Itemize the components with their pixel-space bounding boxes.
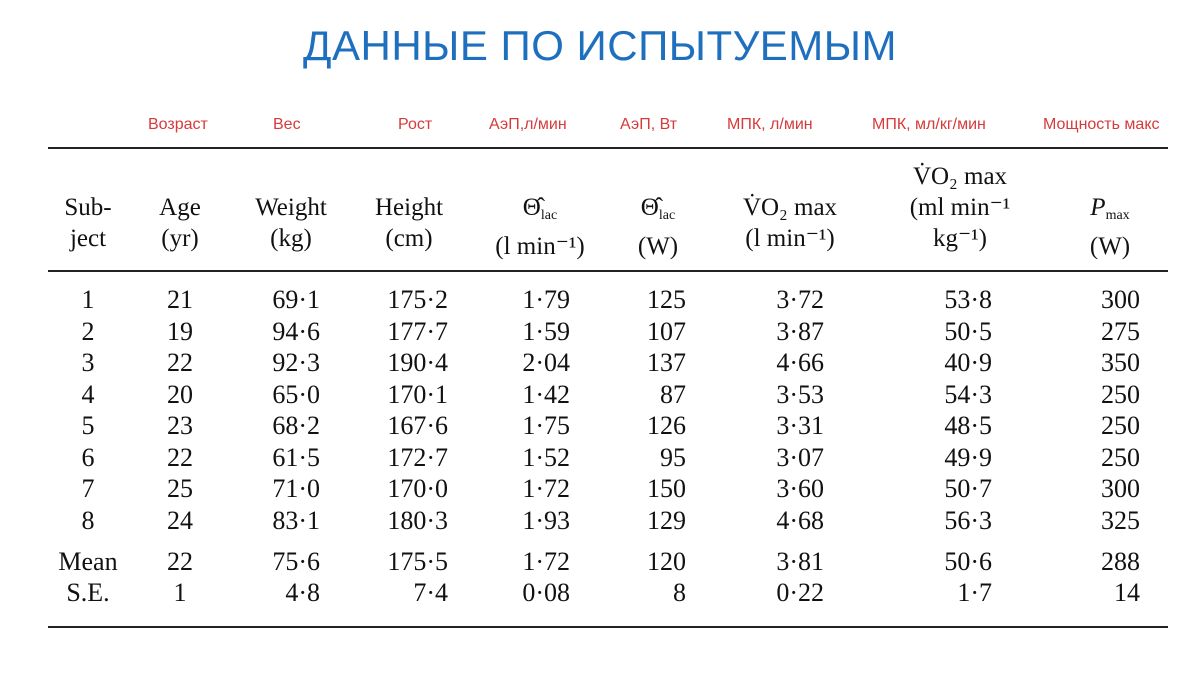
cell-height: 170·0 xyxy=(387,474,448,503)
ru-header-aep-lmin: АэП,л/мин xyxy=(489,116,567,133)
cell-height: 170·1 xyxy=(387,379,448,409)
cell-age: 22 xyxy=(167,547,193,576)
cell-theta-w: 137 xyxy=(647,348,686,377)
cell-theta-lmin: 1·72 xyxy=(522,474,570,503)
table-bottom-rule xyxy=(48,626,1168,628)
cell-theta-lmin: 2·04 xyxy=(522,348,570,377)
table-row xyxy=(0,473,1200,504)
cell-theta-lmin: 1·79 xyxy=(522,285,570,314)
cell-subject: 8 xyxy=(81,505,95,535)
cell-height: 175·5 xyxy=(387,547,448,576)
header-weight: Weight (kg) xyxy=(255,194,327,252)
ru-header-pmax: Мощность макс xyxy=(1043,116,1160,133)
cell-vo2max-mlkg: 48·5 xyxy=(944,411,992,440)
table-row xyxy=(0,410,1200,441)
cell-pmax: 300 xyxy=(1101,285,1140,314)
cell-vo2max-lmin: 3·87 xyxy=(776,316,824,346)
cell-vo2max-lmin: 3·60 xyxy=(776,474,824,503)
cell-weight: 75·6 xyxy=(272,547,320,576)
header-vo2max-mlkg: V̇O₂ max (ml min⁻¹ kg⁻¹) xyxy=(909,163,1011,252)
header-subject: Sub- ject xyxy=(64,194,112,252)
cell-subject: 1 xyxy=(81,285,95,314)
cell-theta-lmin: 1·93 xyxy=(522,505,570,535)
cell-pmax: 300 xyxy=(1101,474,1140,503)
cell-theta-w: 120 xyxy=(647,547,686,576)
cell-theta-w: 8 xyxy=(673,578,686,607)
cell-weight: 68·2 xyxy=(272,411,320,440)
table-row xyxy=(0,442,1200,473)
cell-height: 175·2 xyxy=(387,285,448,314)
cell-vo2max-lmin: 3·07 xyxy=(776,442,824,472)
cell-theta-lmin: 1·72 xyxy=(522,547,570,576)
cell-vo2max-mlkg: 50·5 xyxy=(944,316,992,346)
cell-theta-lmin: 1·52 xyxy=(522,442,570,472)
cell-pmax: 275 xyxy=(1101,316,1140,346)
cell-theta-w: 95 xyxy=(660,442,686,472)
cell-age: 21 xyxy=(167,285,193,314)
header-theta-w: $\Thetâ_{lac}$ (W) xyxy=(637,194,679,260)
cell-vo2max-mlkg: 50·6 xyxy=(944,547,992,576)
ru-header-age: Возраст xyxy=(148,116,208,133)
cell-age: 20 xyxy=(167,379,193,409)
cell-theta-w: 126 xyxy=(647,411,686,440)
cell-vo2max-lmin: 3·53 xyxy=(776,379,824,409)
cell-theta-lmin: 0·08 xyxy=(522,578,570,607)
cell-weight: 92·3 xyxy=(272,348,320,377)
cell-subject: S.E. xyxy=(66,578,110,607)
cell-vo2max-lmin: 3·81 xyxy=(776,547,824,576)
cell-age: 25 xyxy=(167,474,193,503)
cell-theta-w: 150 xyxy=(647,474,686,503)
header-pmax: $P_{max}$ (W) xyxy=(1089,194,1131,260)
cell-vo2max-mlkg: 40·9 xyxy=(944,348,992,377)
ru-header-aep-w: АэП, Вт xyxy=(620,116,678,133)
table-row xyxy=(0,316,1200,347)
cell-subject: Mean xyxy=(58,547,118,576)
cell-vo2max-lmin: 3·31 xyxy=(776,411,824,440)
table-row xyxy=(0,347,1200,378)
table-row xyxy=(0,505,1200,536)
table-row xyxy=(0,284,1200,315)
summary-row xyxy=(0,577,1200,608)
cell-theta-w: 125 xyxy=(647,285,686,314)
cell-theta-w: 129 xyxy=(647,505,686,535)
cell-subject: 3 xyxy=(81,348,95,377)
cell-age: 19 xyxy=(167,316,193,346)
table-header-rule xyxy=(48,270,1168,272)
cell-age: 24 xyxy=(167,505,193,535)
cell-pmax: 325 xyxy=(1101,505,1140,535)
cell-theta-lmin: 1·42 xyxy=(522,379,570,409)
ru-header-vo2-lmin: МПК, л/мин xyxy=(727,116,813,133)
cell-vo2max-lmin: 4·68 xyxy=(776,505,824,535)
cell-vo2max-mlkg: 1·7 xyxy=(957,578,992,607)
cell-vo2max-mlkg: 54·3 xyxy=(944,379,992,409)
cell-vo2max-lmin: 0·22 xyxy=(776,578,824,607)
cell-subject: 5 xyxy=(81,411,95,440)
cell-subject: 7 xyxy=(81,474,95,503)
ru-header-vo2-mlkg: МПК, мл/кг/мин xyxy=(872,116,986,133)
header-height: Height (cm) xyxy=(374,194,444,252)
header-age: Age (yr) xyxy=(159,194,201,252)
cell-theta-w: 87 xyxy=(660,379,686,409)
cell-theta-w: 107 xyxy=(647,316,686,346)
cell-subject: 2 xyxy=(81,316,95,346)
table-row xyxy=(0,379,1200,410)
cell-pmax: 14 xyxy=(1114,578,1140,607)
header-theta-lmin: $\Thetâ_{lac}$ (l min⁻¹) xyxy=(495,194,585,260)
cell-vo2max-mlkg: 50·7 xyxy=(944,474,992,503)
cell-vo2max-mlkg: 53·8 xyxy=(944,285,992,314)
cell-pmax: 288 xyxy=(1101,547,1140,576)
cell-age: 22 xyxy=(167,442,193,472)
table-top-rule xyxy=(48,147,1168,149)
cell-vo2max-lmin: 3·72 xyxy=(776,285,824,314)
cell-pmax: 250 xyxy=(1101,442,1140,472)
cell-weight: 4·8 xyxy=(285,578,320,607)
cell-weight: 65·0 xyxy=(272,379,320,409)
cell-vo2max-mlkg: 56·3 xyxy=(944,505,992,535)
cell-height: 190·4 xyxy=(387,348,448,377)
cell-height: 172·7 xyxy=(387,442,448,472)
cell-weight: 61·5 xyxy=(272,442,320,472)
cell-subject: 4 xyxy=(81,379,95,409)
cell-height: 167·6 xyxy=(387,411,448,440)
header-vo2max-lmin: V̇O₂ max (l min⁻¹) xyxy=(742,194,838,252)
ru-header-height: Рост xyxy=(398,116,433,133)
cell-height: 7·4 xyxy=(413,578,448,607)
cell-weight: 69·1 xyxy=(272,285,320,314)
cell-weight: 83·1 xyxy=(272,505,320,535)
cell-vo2max-mlkg: 49·9 xyxy=(944,442,992,472)
summary-row xyxy=(0,546,1200,577)
cell-weight: 71·0 xyxy=(272,474,320,503)
ru-header-weight: Вес xyxy=(273,116,301,133)
cell-height: 177·7 xyxy=(387,316,448,346)
cell-vo2max-lmin: 4·66 xyxy=(776,348,824,377)
cell-subject: 6 xyxy=(81,442,95,472)
cell-theta-lmin: 1·75 xyxy=(522,411,570,440)
cell-age: 23 xyxy=(167,411,193,440)
cell-height: 180·3 xyxy=(387,505,448,535)
cell-weight: 94·6 xyxy=(272,316,320,346)
page-title: ДАННЫЕ ПО ИСПЫТУЕМЫМ xyxy=(303,22,897,69)
cell-age: 1 xyxy=(173,578,187,607)
cell-theta-lmin: 1·59 xyxy=(522,316,570,346)
cell-pmax: 250 xyxy=(1101,411,1140,440)
cell-pmax: 350 xyxy=(1101,348,1140,377)
cell-pmax: 250 xyxy=(1101,379,1140,409)
cell-age: 22 xyxy=(167,348,193,377)
